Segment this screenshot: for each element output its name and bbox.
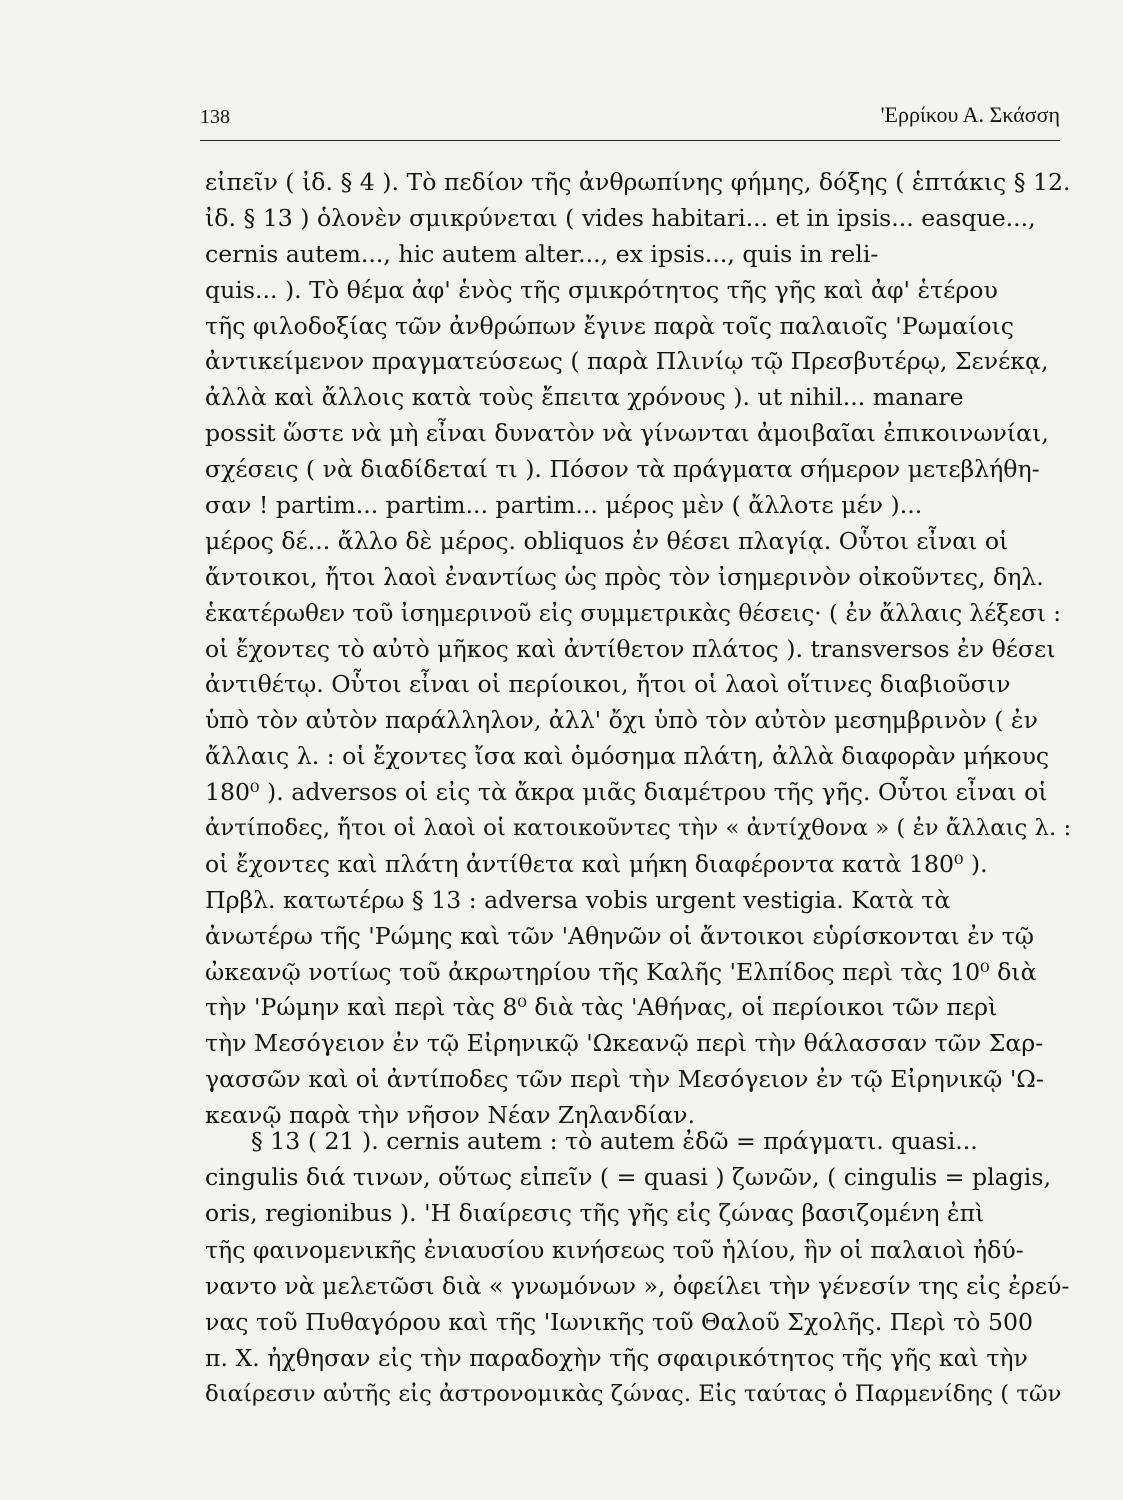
text-line: ἀντικείμενον πραγματεύσεως ( παρὰ Πλινίῳ τῷ Πρεσβυτέρῳ, Σενέκᾳ,: [205, 347, 1049, 376]
text-line: διαίρεσιν αὐτῆς εἰς ἀστρονομικὰς ζώνας. Εἰς ταύτας ὁ Παρμενίδης ( τῶν: [205, 1381, 1062, 1408]
text-line: γασσῶν καὶ οἱ ἀντίποδες τῶν περὶ τὴν Μεσόγειον ἐν τῷ Εἰρηνικῷ 'Ω-: [205, 1065, 1044, 1094]
text-line: τὴν Μεσόγειον ἐν τῷ Εἰρηνικῷ 'Ωκεανῷ περὶ τὴν θάλασσαν τῶν Σαρ-: [205, 1029, 1044, 1058]
text-line: κεανῷ παρὰ τὴν νῆσον Νέαν Ζηλανδίαν.: [205, 1101, 696, 1130]
text-line: ἀντίποδες, ἤτοι οἱ λαοὶ οἱ κατοικοῦντες τὴν « ἀντίχθονα » ( ἐν ἄλλαις λ. :: [205, 815, 1072, 842]
text-line: σχέσεις ( νὰ διαδίδεταί τι ). Πόσον τὰ πράγματα σήμερον μετεβλήθη-: [205, 455, 1040, 484]
paragraph-1: [205, 165, 1073, 1134]
text-line: τῆς φιλοδοξίας τῶν ἀνθρώπων ἔγινε παρὰ τοῖς παλαιοῖς 'Ρωμαίοις: [205, 311, 1015, 340]
text-line: ἰδ. § 13 ) ὁλονὲν σμικρύνεται ( vides habitari... et in ipsis... easque...,: [205, 203, 1036, 232]
page-number: 138: [200, 106, 230, 128]
text-line: quis... ). Τὸ θέμα ἀφ' ἑνὸς τῆς σμικρότητος τῆς γῆς καὶ ἀφ' ἑτέρου: [205, 275, 998, 304]
text-line: § 13 ( 21 ). cernis autem : τὸ autem ἐδῶ = πράγματι. quasi...: [251, 1127, 978, 1155]
text-line: ἄντοικοι, ἤτοι λαοὶ ἐναντίως ὡς πρὸς τὸν ἰσημερινὸν οἰκοῦντες, δηλ.: [205, 562, 1044, 591]
text-line: οἱ ἔχοντες τὸ αὐτὸ μῆκος καὶ ἀντίθετον πλάτος ). transversos ἐν θέσει: [205, 634, 1056, 663]
text-line: ναντο νὰ μελετῶσι διὰ « γνωμόνων », ὀφείλει τὴν γένεσίν της εἰς ἐρεύ-: [205, 1271, 1070, 1300]
text-line: oris, regionibus ). 'Η διαίρεσις τῆς γῆς εἰς ζώνας βασιζομένη ἐπὶ: [205, 1199, 985, 1228]
text-line: ὑπὸ τὸν αὐτὸν παράλληλον, ἀλλ' ὄχι ὑπὸ τὸν αὐτὸν μεσημβρινὸν ( ἐν: [205, 706, 1038, 735]
page-header: [200, 94, 1060, 141]
text-line: νας τοῦ Πυθαγόρου καὶ τῆς 'Ιωνικῆς τοῦ Θαλοῦ Σχολῆς. Περὶ τὸ 500: [205, 1307, 1034, 1336]
running-head: 'Ερρίκου Α. Σκάσση: [880, 102, 1060, 127]
paragraph-2: [205, 1123, 1073, 1413]
text-line: σαν ! partim... partim... partim... μέρος μὲν ( ἄλλοτε μέν )...: [205, 491, 923, 520]
text-line: ἀντιθέτῳ. Οὗτοι εἶναι οἱ περίοικοι, ἤτοι οἱ λαοὶ οἵτινες διαβιοῦσιν: [205, 670, 1011, 699]
text-line: cingulis διά τινων, οὕτως εἰπεῖν ( = quasi ) ζωνῶν, ( cingulis = plagis,: [205, 1163, 1051, 1192]
text-line: cernis autem..., hic autem alter..., ex ipsis..., quis in reli-: [205, 239, 879, 268]
text-line: Πρβλ. κατωτέρω § 13 : adversa vobis urgent vestigia. Κατὰ τὰ: [205, 885, 951, 914]
text-line: ἄλλαις λ. : οἱ ἔχοντες ἴσα καὶ ὁμόσημα πλάτη, ἀλλὰ διαφορὰν μήκους: [205, 742, 1050, 771]
text-line: εἰπεῖν ( ἰδ. § 4 ). Τὸ πεδίον τῆς ἀνθρωπίνης φήμης, δόξης ( ἑπτάκις § 12.: [205, 168, 1071, 196]
text-line: π. Χ. ἠχθησαν εἰς τὴν παραδοχὴν τῆς σφαιρικότητος τῆς γῆς καὶ τὴν: [205, 1344, 1028, 1373]
text-line: ἑκατέρωθεν τοῦ ἰσημερινοῦ εἰς συμμετρικὰς θέσεις· ( ἐν ἄλλαις λέξεσι :: [205, 599, 1062, 627]
text-line: τὴν 'Ρώμην καὶ περὶ τὰς 8⁰ διὰ τὰς 'Αθήνας, οἱ περίοικοι τῶν περὶ: [205, 993, 998, 1022]
text-line: ἀνωτέρω τῆς 'Ρώμης καὶ τῶν 'Αθηνῶν οἱ ἄντοικοι εὑρίσκονται ἐν τῷ: [205, 921, 1034, 950]
text-line: μέρος δέ... ἄλλο δὲ μέρος. obliquos ἐν θέσει πλαγίᾳ. Οὗτοι εἶναι οἱ: [205, 526, 1009, 555]
text-line: τῆς φαινομενικῆς ἐνιαυσίου κινήσεως τοῦ ἡλίου, ἣν οἱ παλαιοὶ ἠδύ-: [205, 1235, 1024, 1264]
text-line: ὠκεανῷ νοτίως τοῦ ἀκρωτηρίου τῆς Καλῆς 'Ελπίδος περὶ τὰς 10⁰ διὰ: [205, 957, 1037, 986]
text-line: ἀλλὰ καὶ ἄλλοις κατὰ τοὺς ἔπειτα χρόνους ). ut nihil... manare: [205, 383, 964, 412]
text-line: οἱ ἔχοντες καὶ πλάτη ἀντίθετα καὶ μήκη διαφέροντα κατὰ 180⁰ ).: [205, 849, 988, 878]
text-line: 180⁰ ). adversos οἱ εἰς τὰ ἄκρα μιᾶς διαμέτρου τῆς γῆς. Οὗτοι εἶναι οἱ: [205, 778, 1048, 807]
text-line: possit ὥστε νὰ μὴ εἶναι δυνατὸν νὰ γίνωνται ἀμοιβαῖαι ἐπικοινωνίαι,: [205, 419, 1049, 448]
